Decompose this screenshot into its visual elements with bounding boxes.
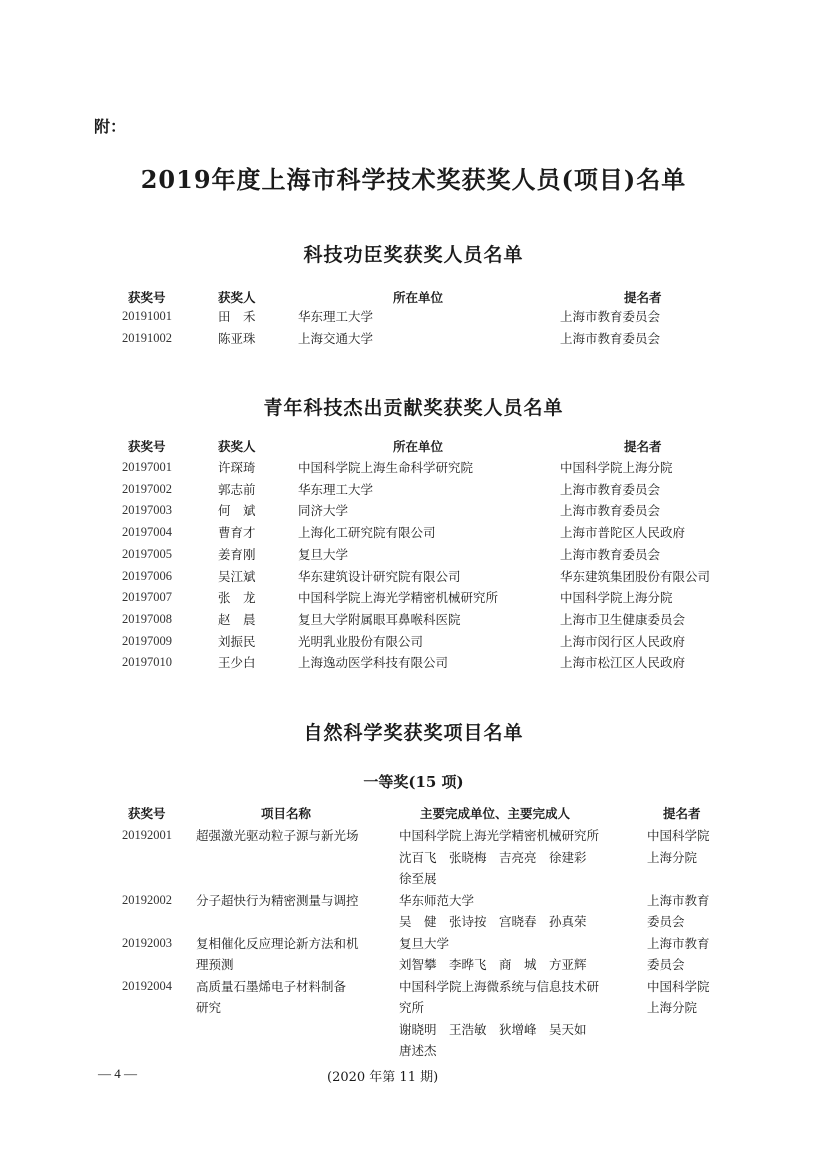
unit: 上海交通大学 bbox=[298, 331, 374, 346]
unit: 上海逸动医学科技有限公司 bbox=[298, 655, 449, 671]
completers: 中国科学院上海微系统与信息技术研 bbox=[399, 978, 600, 994]
table-row-line bbox=[0, 911, 827, 932]
nominator: 上海市教育委员会 bbox=[560, 481, 661, 497]
table-row bbox=[0, 328, 827, 349]
completers: 谢晓明 王浩敏 狄增峰 吴天如 bbox=[399, 1021, 587, 1037]
table-row-line bbox=[0, 954, 827, 975]
page-title: 2019年度上海市科学技术奖获奖人员(项目)名单 bbox=[140, 165, 687, 194]
table-row-line bbox=[0, 1019, 827, 1040]
nominator: 委员会 bbox=[647, 914, 685, 929]
winner-name: 赵 晨 bbox=[218, 611, 256, 627]
unit: 华东理工大学 bbox=[298, 481, 374, 497]
award-number: 20197010 bbox=[122, 655, 172, 670]
award-number: 20191002 bbox=[122, 331, 172, 345]
award-number: 20192001 bbox=[122, 828, 172, 842]
nominator: 上海市闵行区人民政府 bbox=[560, 633, 686, 649]
col-header-project: 项目名称 bbox=[261, 806, 312, 821]
table-row-line bbox=[0, 847, 827, 868]
nominator: 委员会 bbox=[647, 957, 685, 972]
nominator: 上海市教育委员会 bbox=[560, 331, 661, 346]
project-name: 理预测 bbox=[196, 957, 234, 972]
award-number: 20197007 bbox=[122, 590, 172, 605]
completers: 华东师范大学 bbox=[399, 892, 475, 908]
unit: 中国科学院上海光学精密机械研究所 bbox=[298, 590, 499, 606]
nominator: 上海市松江区人民政府 bbox=[560, 655, 686, 671]
award-number: 20192003 bbox=[122, 935, 172, 950]
winner-name: 陈亚珠 bbox=[218, 331, 256, 346]
youth-table-header bbox=[0, 436, 827, 457]
completers: 刘智攀 李晔飞 商 城 方亚辉 bbox=[399, 957, 587, 972]
merit-award-title: 科技功臣奖获奖人员名单 bbox=[303, 244, 524, 266]
award-number: 20191001 bbox=[122, 309, 172, 323]
nominator: 上海市教育委员会 bbox=[560, 503, 661, 519]
award-number: 20197004 bbox=[122, 525, 172, 540]
col-header-award-no: 获奖号 bbox=[128, 290, 166, 305]
col-header-nominator: 提名者 bbox=[624, 290, 662, 305]
completers: 唐述杰 bbox=[399, 1043, 437, 1058]
col-header-unit: 所在单位 bbox=[393, 439, 444, 454]
table-row bbox=[0, 652, 827, 673]
unit: 复旦大学 bbox=[298, 546, 349, 562]
natural-table-header bbox=[0, 803, 827, 824]
table-row-line bbox=[0, 868, 827, 889]
nominator: 中国科学院 bbox=[647, 828, 710, 843]
award-number: 20192002 bbox=[122, 892, 172, 907]
col-header-nominator: 提名者 bbox=[663, 806, 701, 821]
page-number: — 4 — bbox=[98, 1066, 137, 1081]
table-row bbox=[0, 566, 827, 587]
attachment-label: 附： bbox=[94, 117, 127, 136]
col-header-winner: 获奖人 bbox=[218, 290, 256, 305]
nominator: 上海市卫生健康委员会 bbox=[560, 611, 686, 627]
winner-name: 曹育才 bbox=[218, 525, 256, 541]
project-name: 研究 bbox=[196, 1000, 222, 1015]
winner-name: 田 禾 bbox=[218, 309, 256, 324]
award-number: 20197006 bbox=[122, 568, 172, 583]
completers: 沈百飞 张晓梅 吉亮亮 徐建彩 bbox=[399, 849, 587, 865]
award-number: 20197003 bbox=[122, 503, 172, 518]
project-name: 复相催化反应理论新方法和机 bbox=[196, 935, 359, 951]
project-name: 分子超快行为精密测量与调控 bbox=[196, 892, 359, 908]
nominator: 中国科学院 bbox=[647, 978, 710, 994]
col-header-unit: 所在单位 bbox=[393, 290, 444, 305]
winner-name: 许琛琦 bbox=[218, 460, 256, 475]
unit: 华东建筑设计研究院有限公司 bbox=[298, 568, 461, 584]
unit: 上海化工研究院有限公司 bbox=[298, 525, 436, 541]
project-name: 超强激光驱动粒子源与新光场 bbox=[196, 828, 359, 843]
award-number: 20197002 bbox=[122, 481, 172, 496]
winner-name: 姜育刚 bbox=[218, 546, 256, 562]
completers: 徐至展 bbox=[399, 871, 437, 886]
completers: 究所 bbox=[399, 1000, 425, 1015]
nominator: 上海分院 bbox=[647, 1000, 698, 1015]
col-header-award-no: 获奖号 bbox=[128, 439, 166, 454]
award-number: 20197009 bbox=[122, 633, 172, 648]
col-header-award-no: 获奖号 bbox=[128, 806, 166, 821]
youth-award-title: 青年科技杰出贡献奖获奖人员名单 bbox=[263, 397, 564, 419]
winner-name: 郭志前 bbox=[218, 481, 256, 497]
winner-name: 何 斌 bbox=[218, 503, 256, 519]
completers: 吴 健 张诗按 宫晓春 孙真荣 bbox=[399, 914, 587, 929]
table-row bbox=[0, 631, 827, 652]
unit: 同济大学 bbox=[298, 503, 349, 519]
unit: 华东理工大学 bbox=[298, 309, 374, 324]
winner-name: 张 龙 bbox=[218, 590, 256, 606]
table-row bbox=[0, 587, 827, 608]
col-header-winner: 获奖人 bbox=[218, 439, 256, 454]
nominator: 上海市教育委员会 bbox=[560, 309, 661, 324]
table-row-line bbox=[0, 933, 827, 954]
col-header-completers: 主要完成单位、主要完成人 bbox=[420, 806, 571, 821]
table-row bbox=[0, 544, 827, 565]
nominator: 中国科学院上海分院 bbox=[560, 590, 673, 606]
table-row bbox=[0, 500, 827, 521]
nominator: 华东建筑集团股份有限公司 bbox=[560, 568, 711, 584]
table-row bbox=[0, 522, 827, 543]
award-number: 20197005 bbox=[122, 546, 172, 561]
table-row-line bbox=[0, 997, 827, 1018]
nominator: 上海市教育 bbox=[647, 892, 710, 908]
nominator: 上海市教育 bbox=[647, 935, 710, 951]
issue-label: (2020 年第 11 期) bbox=[327, 1070, 439, 1085]
nominator: 上海分院 bbox=[647, 849, 698, 865]
completers: 中国科学院上海光学精密机械研究所 bbox=[399, 828, 600, 843]
natural-science-title: 自然科学奖获奖项目名单 bbox=[303, 722, 524, 744]
nominator: 上海市普陀区人民政府 bbox=[560, 525, 686, 541]
table-row bbox=[0, 479, 827, 500]
table-row-line bbox=[0, 825, 827, 846]
nominator: 上海市教育委员会 bbox=[560, 546, 661, 562]
award-number: 20197001 bbox=[122, 460, 172, 474]
unit: 中国科学院上海生命科学研究院 bbox=[298, 460, 474, 475]
table-row-line bbox=[0, 976, 827, 997]
award-number: 20192004 bbox=[122, 978, 172, 993]
table-row bbox=[0, 457, 827, 478]
table-row bbox=[0, 306, 827, 327]
award-number: 20197008 bbox=[122, 611, 172, 626]
winner-name: 刘振民 bbox=[218, 633, 256, 649]
unit: 光明乳业股份有限公司 bbox=[298, 633, 424, 649]
table-row-line bbox=[0, 1040, 827, 1061]
project-name: 高质量石墨烯电子材料制备 bbox=[196, 978, 347, 994]
merit-table-header bbox=[0, 287, 827, 308]
table-row bbox=[0, 609, 827, 630]
first-prize-title: 一等奖(15 项) bbox=[363, 773, 464, 791]
col-header-nominator: 提名者 bbox=[624, 439, 662, 454]
completers: 复旦大学 bbox=[399, 935, 450, 951]
winner-name: 王少白 bbox=[218, 655, 256, 671]
unit: 复旦大学附属眼耳鼻喉科医院 bbox=[298, 611, 461, 627]
table-row-line bbox=[0, 890, 827, 911]
nominator: 中国科学院上海分院 bbox=[560, 460, 673, 475]
winner-name: 吴江斌 bbox=[218, 568, 256, 584]
